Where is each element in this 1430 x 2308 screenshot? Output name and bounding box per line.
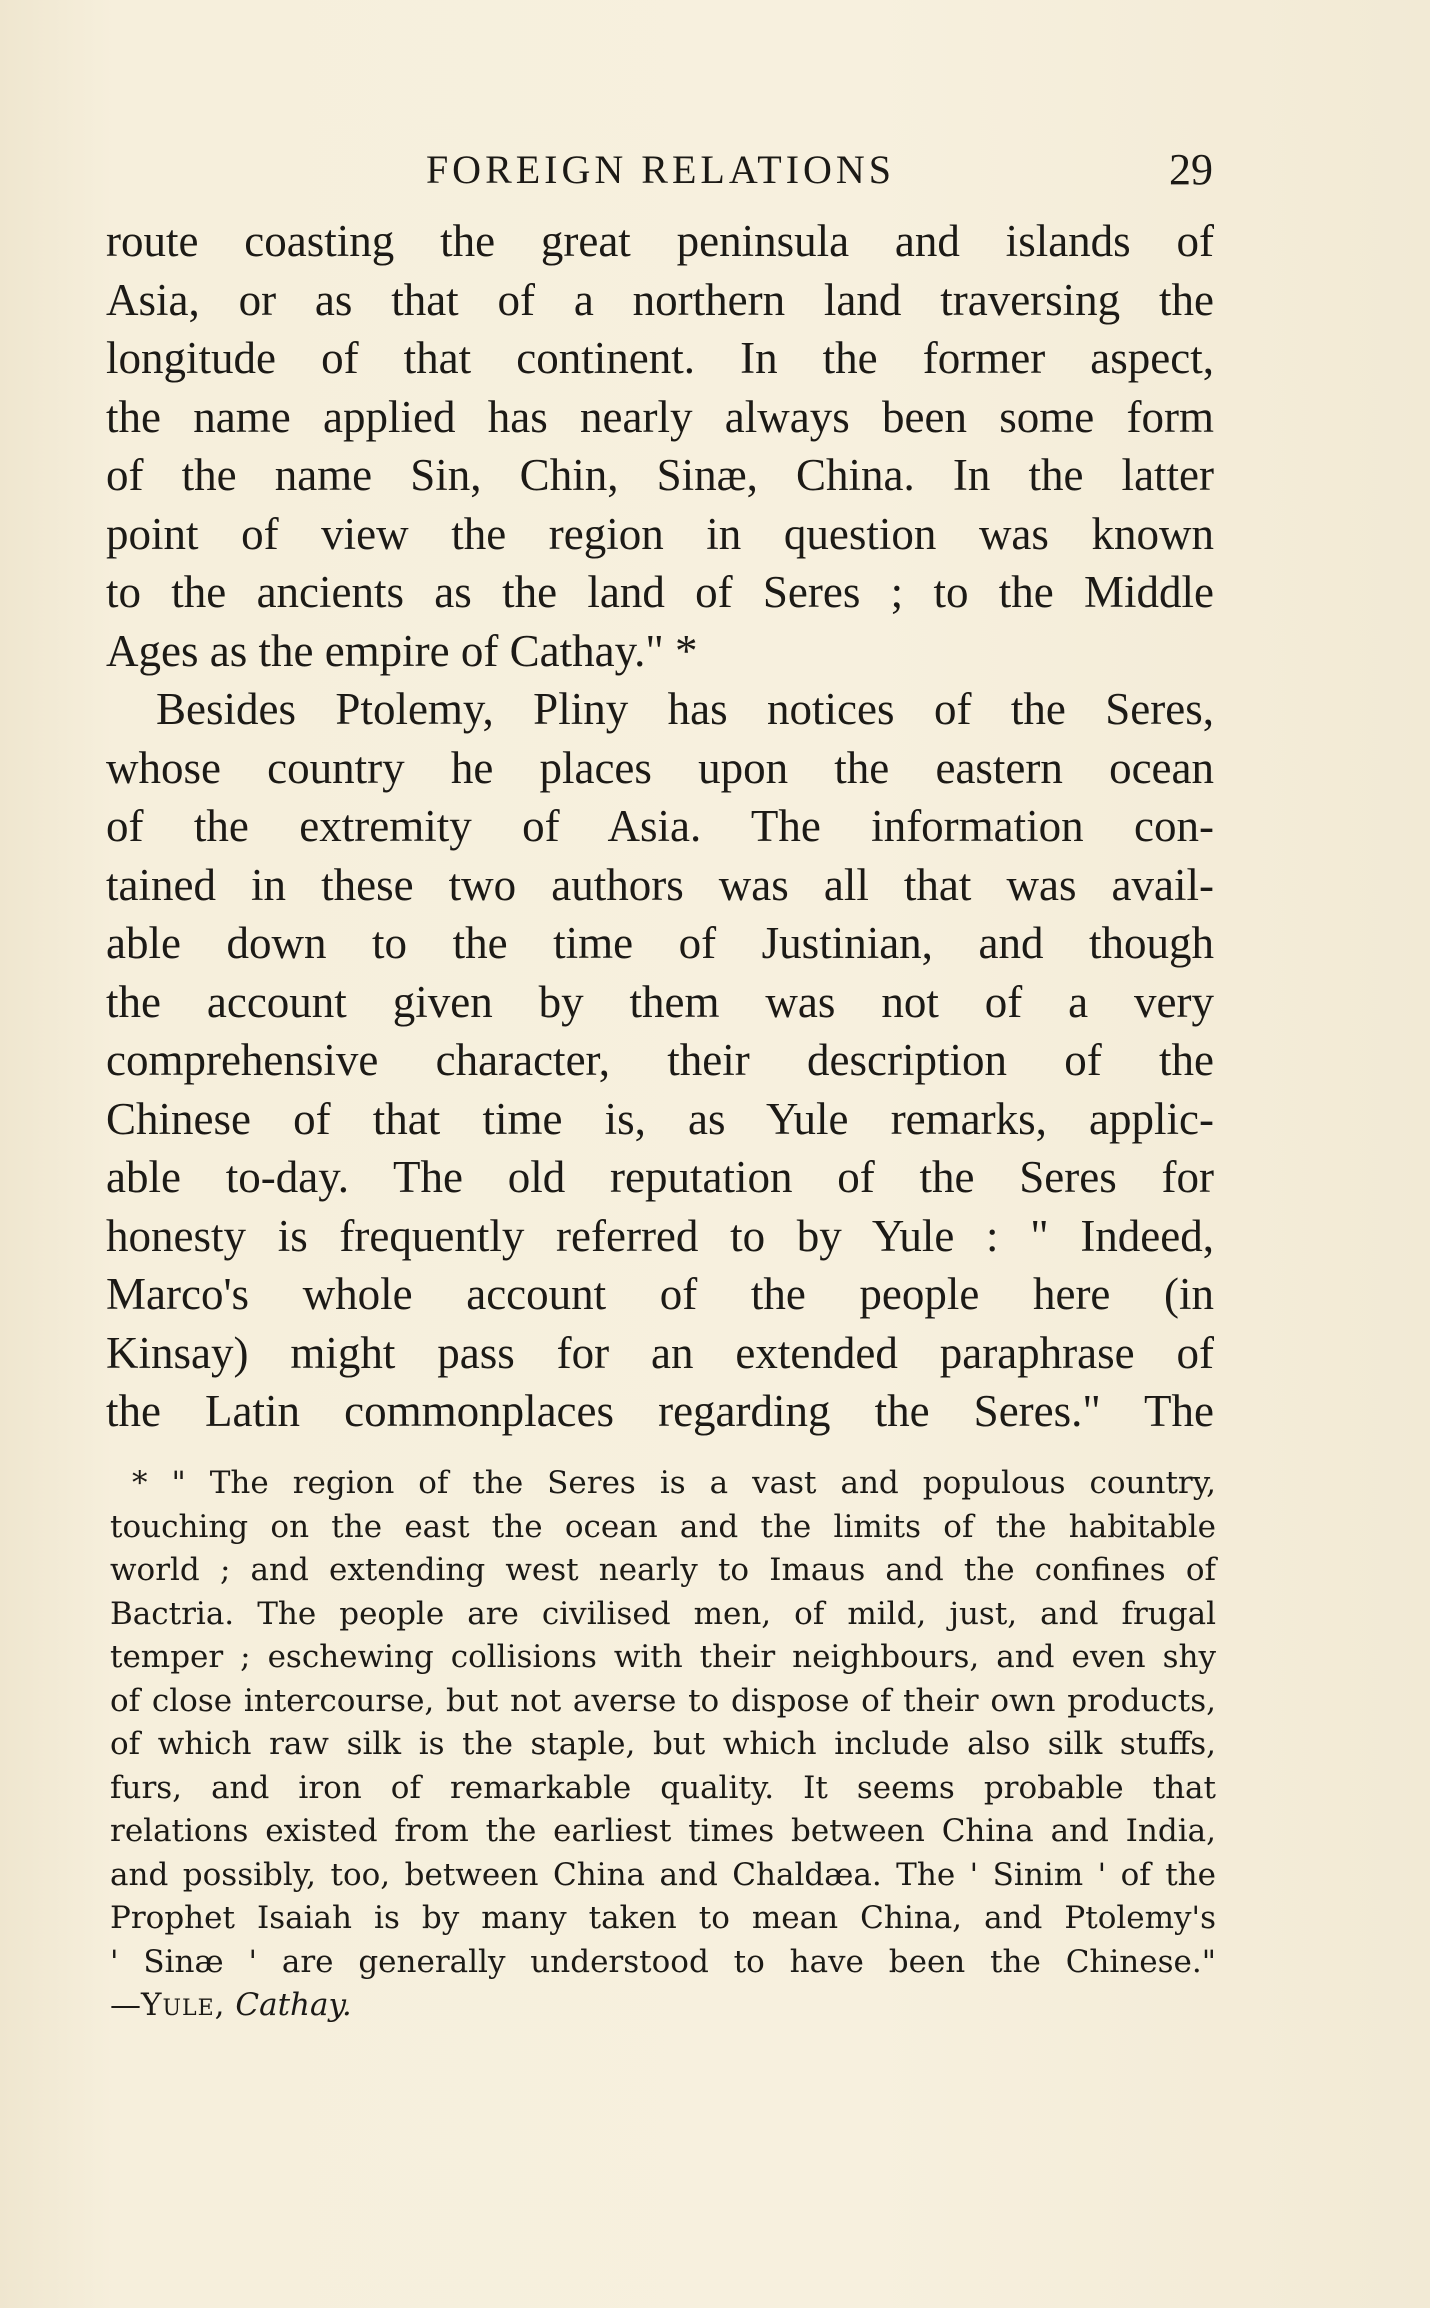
footnote-attribution — [110, 1984, 1216, 2028]
footnote-line: temper ; eschewing collisions with their neighbours, and even shy — [110, 1639, 1216, 1675]
footnote-line: touching on the east the ocean and the limits of the habitable — [110, 1508, 1216, 1545]
text-line: of the extremity of Asia. The information con- — [106, 801, 1214, 851]
text-line: Besides Ptolemy, Pliny has notices of the Seres, — [156, 684, 1214, 734]
text-line: point of view the region in question was known — [106, 508, 1214, 559]
text-line: of the name Sin, Chin, Sinæ, China. In the latter — [106, 450, 1214, 500]
text-line: route coasting the great peninsula and islands of — [106, 216, 1214, 266]
attribution-dash: — — [110, 1987, 141, 2023]
running-title: FOREIGN RELATIONS — [425, 147, 896, 192]
page-header — [108, 140, 1213, 200]
text-line: Kinsay) might pass for an extended paraphrase of — [106, 1327, 1214, 1378]
text-line: honesty is frequently referred to by Yule : " Indeed, — [106, 1210, 1214, 1261]
text-line: the account given by them was not of a very — [106, 976, 1214, 1027]
text-line: the Latin commonplaces regarding the Seres." The — [106, 1386, 1214, 1436]
text-line: the name applied has nearly always been some form — [106, 391, 1214, 442]
text-line: Ages as the empire of Cathay." * — [106, 625, 698, 676]
footnote-line: relations existed from the earliest times between China and India, — [110, 1813, 1216, 1849]
text-line: Marco's whole account of the people here (in — [106, 1269, 1214, 1319]
text-line: longitude of that continent. In the former aspect, — [106, 333, 1214, 383]
text-line: able down to the time of Justinian, and though — [106, 918, 1214, 968]
text-line: whose country he places upon the eastern ocean — [106, 742, 1214, 793]
footnote-line: Prophet Isaiah is by many taken to mean China, and Ptolemy's — [110, 1900, 1216, 1936]
attribution-work: Cathay. — [235, 1987, 352, 2023]
footnote-line: Bactria. The people are civilised men, of mild, just, and frugal — [110, 1595, 1216, 1632]
footnote-line: of close intercourse, but not averse to dispose of their own products, — [110, 1682, 1216, 1719]
footnote-line: and possibly, too, between China and Chaldæa. The ' Sinim ' of the — [110, 1856, 1216, 1893]
attribution-author: Yule, — [141, 1987, 226, 2023]
text-line: tained in these two authors was all that was avail- — [106, 859, 1214, 910]
page-number: 29 — [1169, 145, 1213, 194]
footnote — [110, 1462, 1216, 2028]
footnote-line: * " The region of the Seres is a vast and populous country, — [132, 1465, 1216, 1501]
text-line: to the ancients as the land of Seres ; to the Middle — [106, 567, 1214, 617]
footnote-line: of which raw silk is the staple, but which include also silk stuffs, — [110, 1726, 1216, 1762]
text-line: Chinese of that time is, as Yule remarks, applic- — [106, 1093, 1214, 1144]
text-line: comprehensive character, their description of the — [106, 1035, 1214, 1085]
footnote-line: ' Sinæ ' are generally understood to have been the Chinese." — [110, 1943, 1216, 1980]
footnote-line: furs, and iron of remarkable quality. It seems probable that — [110, 1769, 1216, 1806]
footnote-line: world ; and extending west nearly to Imaus and the confines of — [110, 1552, 1216, 1588]
main-text — [106, 212, 1214, 1441]
text-line: Asia, or as that of a northern land traversing the — [106, 274, 1214, 325]
text-line: able to-day. The old reputation of the Seres for — [106, 1152, 1214, 1202]
